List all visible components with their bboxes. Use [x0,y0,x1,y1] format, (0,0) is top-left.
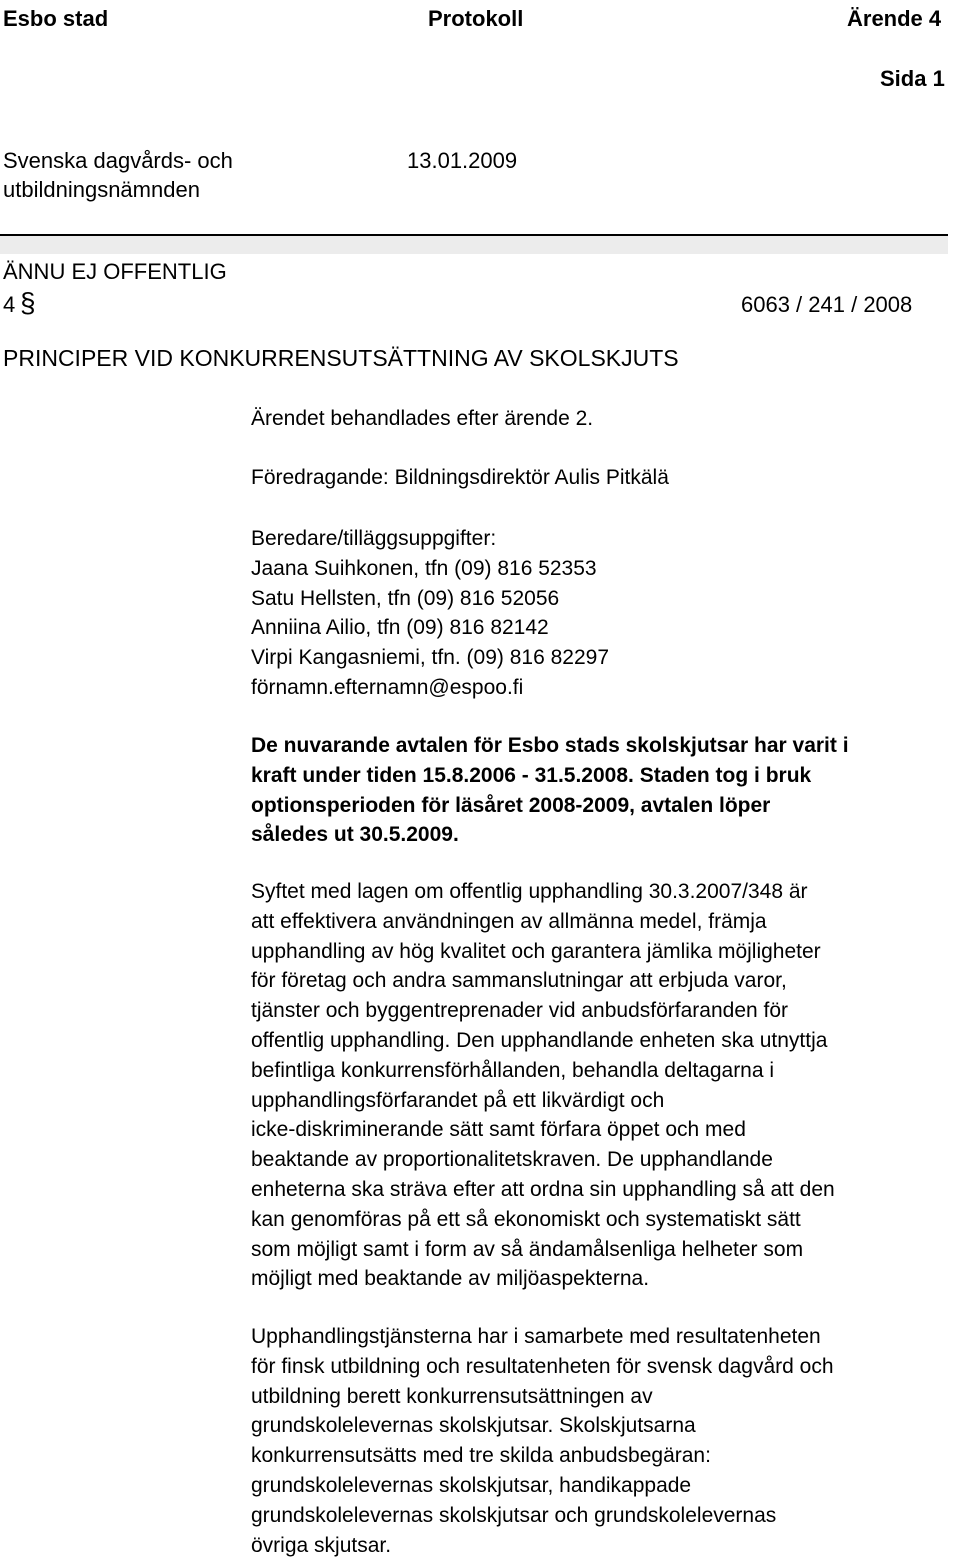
paragraph-line: möjligt med beaktande av miljöaspekterna. [251,1267,650,1291]
paragraph-line: icke-diskriminerande sätt samt förfara öppet och med [251,1118,746,1142]
paragraph-line: att effektivera användningen av allmänna medel, främja [251,909,767,933]
paragraph-line: övriga skjutsar. [251,1533,392,1557]
paragraph-procurement-services [251,1322,960,1560]
meeting-date: 13.01.2009 [407,148,518,173]
paragraph-line: således ut 30.5.2009. [251,823,459,847]
paragraph-line: upphandlingsförfarandet på ett likvärdigt och [251,1088,665,1112]
paragraph-line: kan genomföras på ett så ekonomiskt och systematiskt sätt [251,1207,801,1231]
paragraph-line: för företag och andra sammanslutningar att erbjuda varor, [251,969,787,993]
paragraph-line: kraft under tiden 15.8.2006 - 31.5.2008. Staden tog i bruk [251,763,812,787]
paragraph-line: offentlig upphandling. Den upphandlande enheten ska utnyttja [251,1028,828,1052]
paragraph-line: tjänster och byggentreprenader vid anbudsförfaranden för [251,999,789,1023]
item-label: Ärende 4 [847,6,942,31]
paragraph-current-agreements [251,731,960,850]
committee-name-line2: utbildningsnämnden [3,177,200,202]
paragraph-line: grundskolelevernas skolskjutsar och grundskolelevernas [251,1503,777,1527]
handling-note: Ärendet behandlades efter ärende 2. [251,407,594,430]
paragraph-line: för finsk utbildning och resultatenheten för svensk dagvård och [251,1354,834,1378]
paragraph-line: Upphandlingstjänsterna har i samarbete med resultatenheten [251,1325,821,1348]
paragraph-line: utbildning berett konkurrensutsättningen av [251,1384,653,1408]
publication-status: ÄNNU EJ OFFENTLIG [3,259,227,284]
contact-person: Jaana Suihkonen, tfn (09) 816 52353 [251,556,597,580]
paragraph-line: som möjligt samt i form av så ändamålsenliga helheter som [251,1237,804,1261]
presenter: Föredragande: Bildningsdirektör Aulis Pitkälä [251,466,669,489]
contact-person: Satu Hellsten, tfn (09) 816 52056 [251,586,560,610]
paragraph-line: optionsperioden för läsåret 2008-2009, avtalen löper [251,793,771,817]
contacts-block [251,524,960,703]
paragraph-line: upphandling av hög kvalitet och garantera jämlika möjligheter [251,939,821,963]
paragraph-line: De nuvarande avtalen för Esbo stads skolskjutsar har varit i [251,734,849,757]
paragraph-line: beaktande av proportionalitetskraven. De upphandlande [251,1148,773,1172]
committee-name-line1: Svenska dagvårds- och [3,148,233,173]
item-number: 4 [3,292,16,317]
item-title: PRINCIPER VID KONKURRENSUTSÄTTNING AV SKOLSKJUTS [3,345,679,371]
paragraph-line: konkurrensutsätts med tre skilda anbudsbegäran: [251,1444,711,1468]
contact-person: Virpi Kangasniemi, tfn. (09) 816 82297 [251,646,610,670]
divider-line [0,234,948,236]
section-sign-icon: § [20,287,36,318]
document-type: Protokoll [428,6,524,31]
contact-person: Anniina Ailio, tfn (09) 816 82142 [251,616,549,640]
paragraph-line: grundskolelevernas skolskjutsar, handikappade [251,1473,692,1497]
paragraph-line: befintliga konkurrensförhållanden, behandla deltagarna i [251,1058,775,1082]
paragraph-line: enheterna ska sträva efter att ordna sin upphandling så att den [251,1177,835,1201]
header-divider [0,234,948,254]
org-name: Esbo stad [3,6,109,31]
paragraph-procurement-law [251,877,960,1294]
paragraph-line: grundskolelevernas skolskjutsar. Skolskjutsarna [251,1414,696,1438]
case-reference: 6063 / 241 / 2008 [741,292,913,317]
contact-email: förnamn.efternamn@espoo.fi [251,675,524,699]
contacts-heading: Beredare/tilläggsuppgifter: [251,527,497,550]
paragraph-line: Syftet med lagen om offentlig upphandling 30.3.2007/348 är [251,880,808,903]
page-number: Sida 1 [880,66,945,91]
